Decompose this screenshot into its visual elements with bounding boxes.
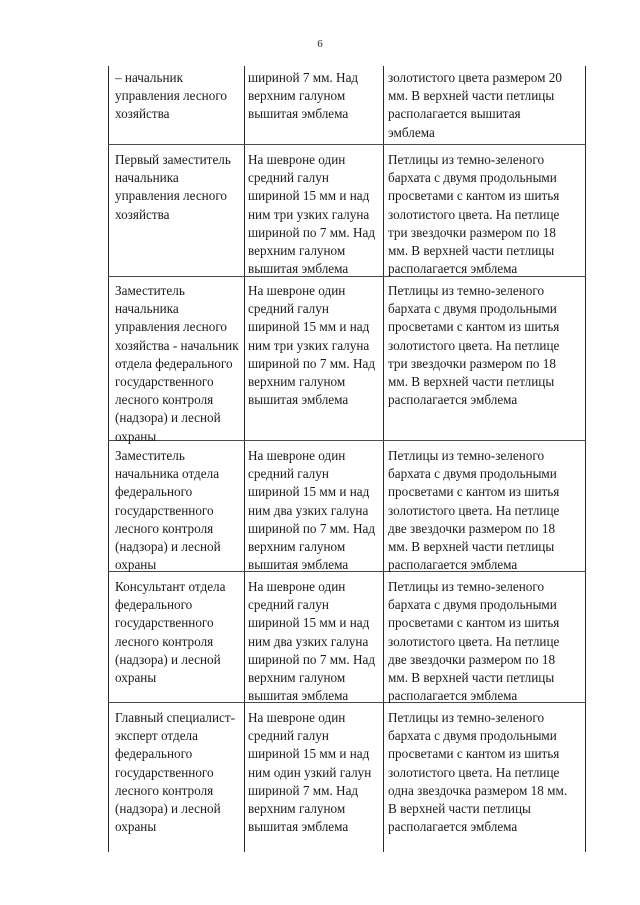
table-border-left [108,66,109,852]
position-cell: Заместитель начальника управления лесного хозяйства - начальник отдела федерального государственного лесного контроля (надзора) и лесной охраны [115,283,239,444]
position-cell: Первый заместитель начальника управления лесного хозяйства [115,152,231,222]
table-border-col2 [383,66,384,852]
collar-tabs-cell: Петлицы из темно-зеленого бархата с двумя продольными просветами с кантом из шитья золотистого цвета. На петлице три звездочки размером по 18 мм. В верхней части петлицы располагается эмблема [388,283,560,408]
position-cell: Заместитель начальника отдела федерального государственного лесного контроля (надзора) и лесной охраны [115,448,221,573]
position-cell: Главный специалист- эксперт отдела федерального государственного лесного контроля (надзора) и лесной охраны [115,710,236,835]
position-cell: – начальник управления лесного хозяйства [115,70,228,122]
insignia-table [108,66,586,852]
collar-tabs-cell: золотистого цвета размером 20 мм. В верхней части петлицы располагается вышитая эмблема [388,70,562,140]
collar-tabs-cell: Петлицы из темно-зеленого бархата с двумя продольными просветами с кантом из шитья золотистого цвета. На петлице три звездочки размером по 18 мм. В верхней части петлицы располагается эмблема [388,152,560,277]
page-number: 6 [317,38,323,50]
chevron-cell: На шевроне один средний галун шириной 15 мм и над ним два узких галуна шириной по 7 мм. Над верхним галуном вышитая эмблема [248,579,376,704]
collar-tabs-cell: Петлицы из темно-зеленого бархата с двумя продольными просветами с кантом из шитья золотистого цвета. На петлице две звездочки размером по 18 мм. В верхней части петлицы располагается эмблема [388,579,560,704]
table-border-right [585,66,586,852]
chevron-cell: шириной 7 мм. Над верхним галуном вышитая эмблема [248,70,359,122]
chevron-cell: На шевроне один средний галун шириной 15 мм и над ним три узких галуна шириной по 7 мм. Над верхним галуном вышитая эмблема [248,283,376,408]
collar-tabs-cell: Петлицы из темно-зеленого бархата с двумя продольными просветами с кантом из шитья золотистого цвета. На петлице одна звездочка размером 18 мм. В верхней части петлицы располагается эмблема [388,710,568,835]
chevron-cell: На шевроне один средний галун шириной 15 мм и над ним три узких галуна шириной по 7 мм. Над верхним галуном вышитая эмблема [248,152,376,277]
collar-tabs-cell: Петлицы из темно-зеленого бархата с двумя продольными просветами с кантом из шитья золотистого цвета. На петлице две звездочки размером по 18 мм. В верхней части петлицы располагается эмблема [388,448,560,573]
chevron-cell: На шевроне один средний галун шириной 15 мм и над ним два узких галуна шириной по 7 мм. Над верхним галуном вышитая эмблема [248,448,376,573]
position-cell: Консультант отдела федерального государственного лесного контроля (надзора) и лесной охраны [115,579,226,686]
chevron-cell: На шевроне один средний галун шириной 15 мм и над ним один узкий галун шириной 7 мм. Над верхним галуном вышитая эмблема [248,710,372,835]
row-separator [108,144,586,145]
